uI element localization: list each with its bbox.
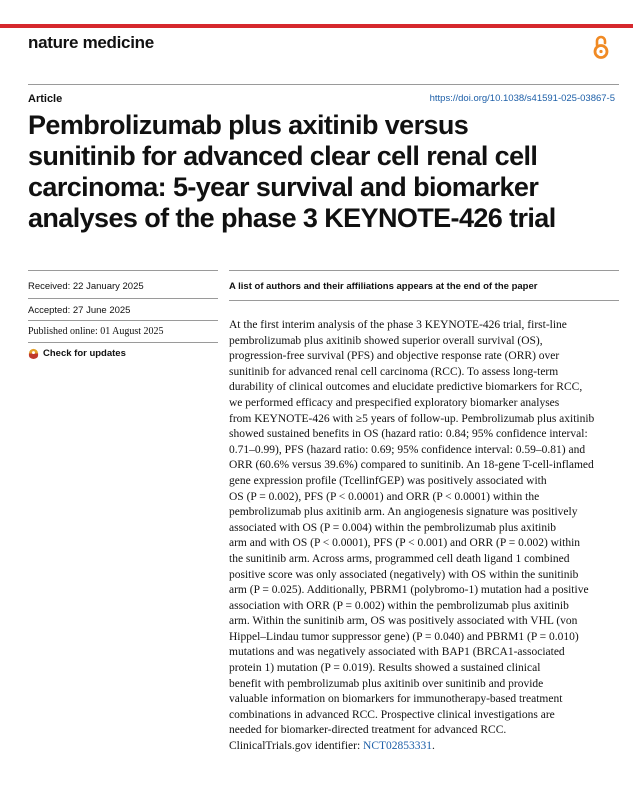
abstract-line: At the first interim analysis of the phase 3 KEYNOTE-426 trial, first-line — [229, 319, 567, 331]
abstract-line: sunitinib for advanced renal cell carcinoma (RCC). To assess long-term — [229, 365, 559, 378]
abstract-line: mutations and was negatively associated with BAP1 (BRCA1-associated — [229, 646, 565, 659]
abstract-line: benefit with pembrolizumab plus axitinib over sunitinib and provide — [229, 677, 544, 690]
doi-link[interactable]: https://doi.org/10.1038/s41591-025-03867-5 — [429, 93, 615, 104]
abstract-line: combinations in advanced RCC. Prospective clinical investigations are — [229, 708, 555, 721]
journal-name[interactable]: nature medicine — [28, 33, 154, 52]
main-rule — [229, 300, 619, 301]
abstract-line: durability of clinical outcomes and elucidate predictive biomarkers for RCC, — [229, 381, 583, 394]
title-line: carcinoma: 5-year survival and biomarker — [28, 172, 539, 202]
abstract-line: needed for biomarker-directed treatment for advanced RCC. — [229, 724, 507, 737]
article-title — [28, 110, 623, 234]
journal-brand-bar — [0, 24, 633, 28]
abstract-line: arm and with OS (P < 0.0001), PFS (P < 0.001) and ORR (P = 0.002) within — [229, 537, 581, 550]
abstract-line: Hippel–Lindau tumor suppressor gene) (P = 0.040) and PBRM1 (P = 0.010) — [229, 630, 579, 643]
abstract-line: pembrolizumab plus axitinib arm. An angiogenesis signature was positively — [229, 506, 578, 519]
abstract-line: the sunitinib arm. Across arms, programmed cell death ligand 1 combined — [229, 552, 570, 565]
sidebar-top-rule — [28, 270, 218, 271]
abstract-line: gene expression profile (TcellinfGEP) was positively associated with — [229, 474, 547, 487]
sidebar-rule — [28, 342, 218, 343]
abstract-line: pembrolizumab plus axitinib showed superior overall survival (OS), — [229, 334, 543, 347]
sidebar-rule — [28, 320, 218, 321]
trial-registry-suffix: . — [432, 740, 435, 753]
abstract-line: positive score was only associated (negatively) with OS within the sunitinib — [229, 568, 579, 581]
abstract-line: ORR (60.6% versus 39.6%) compared to sunitinib. An 18-gene T-cell-inflamed — [229, 459, 594, 472]
abstract-line: 0.71–0.99), PFS (hazard ratio: 0.69; 95% confidence interval: 0.59–0.81) and — [229, 443, 586, 456]
title-line: analyses of the phase 3 KEYNOTE-426 trial — [28, 203, 556, 233]
abstract-line: associated with OS (P = 0.004) within the pembrolizumab plus axitinib — [229, 521, 557, 534]
article-type: Article — [28, 93, 63, 105]
trial-id-link[interactable]: NCT02853331 — [363, 740, 433, 753]
abstract-line: arm (P = 0.025). Additionally, PBRM1 (polybromo-1) mutation had a positive — [229, 584, 589, 597]
abstract-line: association with ORR (P = 0.002) within the pembrolizumab plus axitinib — [229, 599, 569, 612]
trial-registry-prefix: ClinicalTrials.gov identifier: — [229, 740, 364, 753]
abstract-line: arm. Within the sunitinib arm, OS was positively associated with VHL (von — [229, 615, 578, 628]
accepted-date: Accepted: 27 June 2025 — [28, 305, 131, 316]
abstract-line: we performed efficacy and prespecified exploratory biomarker analyses — [229, 396, 560, 409]
abstract-line: from KEYNOTE-426 with ≥5 years of follow-up. Pembrolizumab plus axitinib — [229, 412, 595, 425]
trial-registry-line — [229, 739, 619, 755]
check-for-updates-link[interactable] — [28, 348, 126, 359]
main-top-rule — [229, 270, 619, 271]
abstract-line: valuable information on biomarkers for immunotherapy-based treatment — [229, 693, 563, 706]
abstract-line: progression-free survival (PFS) and objective response rate (ORR) over — [229, 350, 560, 363]
check-for-updates-label: Check for updates — [43, 348, 126, 359]
title-line: Pembrolizumab plus axitinib versus — [28, 110, 469, 140]
abstract-line: protein 1) mutation (P = 0.019). Results showed a sustained clinical — [229, 662, 541, 675]
authors-affiliations-note: A list of authors and their affiliations appears at the end of the paper — [229, 281, 538, 292]
abstract-line: showed sustained benefits in OS (hazard ratio: 0.84; 95% confidence interval: — [229, 428, 588, 441]
published-date: Published online: 01 August 2025 — [28, 326, 164, 337]
open-access-icon — [592, 34, 610, 60]
abstract-line: OS (P = 0.002), PFS (P < 0.0001) and ORR (P < 0.0001) within the — [229, 490, 540, 503]
check-for-updates-icon — [28, 348, 39, 359]
title-line: sunitinib for advanced clear cell renal cell — [28, 141, 538, 171]
received-date: Received: 22 January 2025 — [28, 281, 144, 292]
header-divider — [28, 84, 619, 85]
sidebar-rule — [28, 298, 218, 299]
abstract — [229, 318, 619, 755]
